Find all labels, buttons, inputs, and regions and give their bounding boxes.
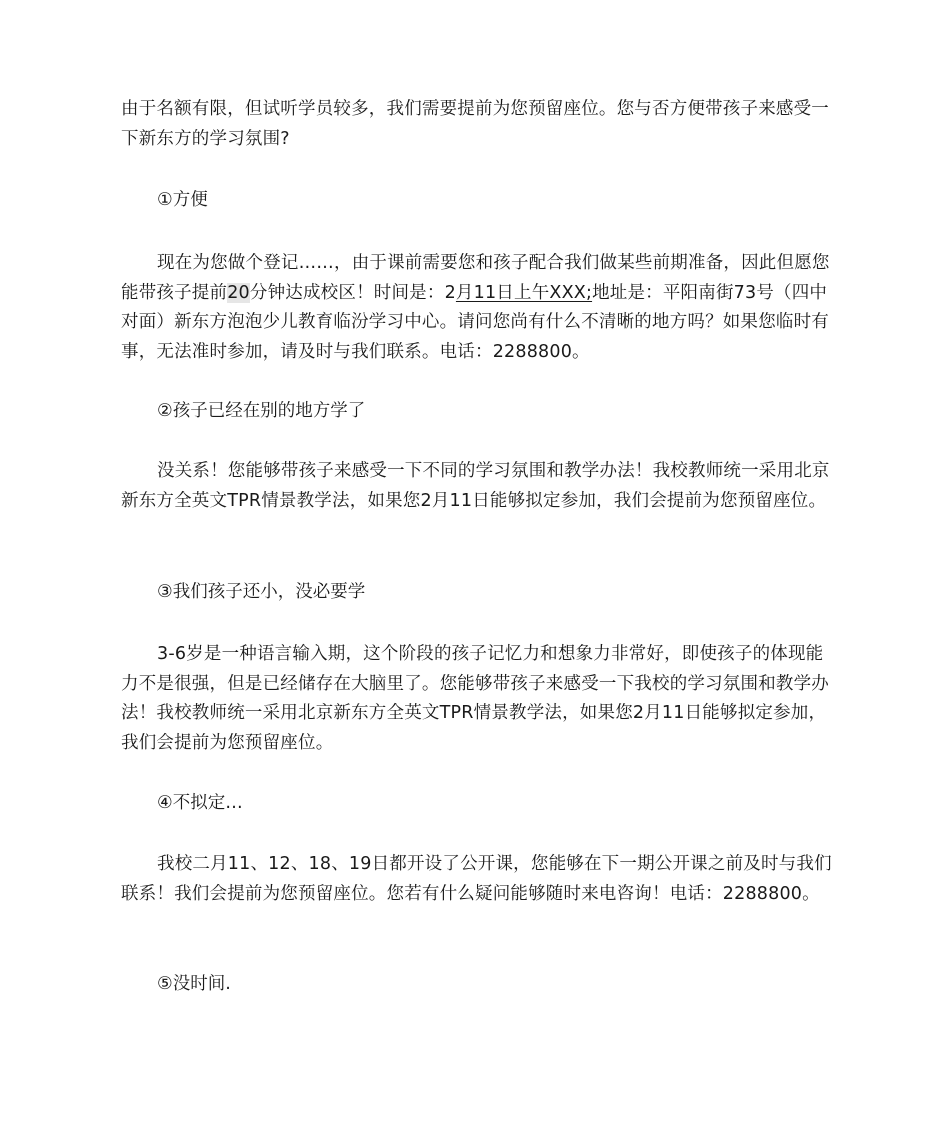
registration-text-pre: 现在为您做个登记……，由于课前需要您和孩子配合我们做某些前期准备，因此但愿您能带孩子提前	[121, 253, 830, 303]
option-2-heading: ②孩子已经在别的地方学了	[157, 401, 366, 421]
registration-text-post: 地址是：平阳南街73号（四中对面）新东方泡泡少儿教育临汾学习中心。请问您尚有什么不清晰的地方吗？如果您临时有事，无法准时参加，请及时与我们联系。电话：2288800。	[121, 282, 829, 362]
option-2-answer: 没关系！您能够带孩子来感受一下不同的学习氛围和教学办法！我校教师统一采用北京新东方全英文TPR情景教学法，如果您2月11日能够拟定参加，我们会提前为您预留座位。	[121, 461, 830, 511]
option-4-answer: 我校二月11、12、18、19日都开设了公开课，您能够在下一期公开课之前及时与我们联系！我们会提前为您预留座位。您若有什么疑问能够随时来电咨询！电话：2288800。	[121, 854, 832, 904]
intro-paragraph: 由于名额有限，但试听学员较多，我们需要提前为您预留座位。您与否方便带孩子来感受一下新东方的学习氛围?	[121, 99, 829, 149]
registration-text-mid: 分钟达成校区！时间是：2	[249, 282, 456, 303]
option-4-heading: ④不拟定…	[157, 793, 243, 813]
date-underline: 月11日上午XXX;	[455, 282, 593, 303]
registration-paragraph	[121, 249, 833, 367]
option-3-heading: ③我们孩子还小，没必要学	[157, 582, 366, 602]
minutes-highlight: 20	[227, 282, 250, 303]
option-5-heading: ⑤没时间.	[157, 974, 231, 994]
option-3-answer: 3-6岁是一种语言输入期，这个阶段的孩子记忆力和想象力非常好，即使孩子的体现能力不是很强，但是已经储存在大脑里了。您能够带孩子来感受一下我校的学习氛围和教学办法！我校教师统一采用北京新东方全英文TPR情景教学法，如果您2月11日能够拟定参加，我们会提前为您预留座位。	[121, 644, 829, 753]
option-1-heading: ①方便	[157, 190, 208, 210]
